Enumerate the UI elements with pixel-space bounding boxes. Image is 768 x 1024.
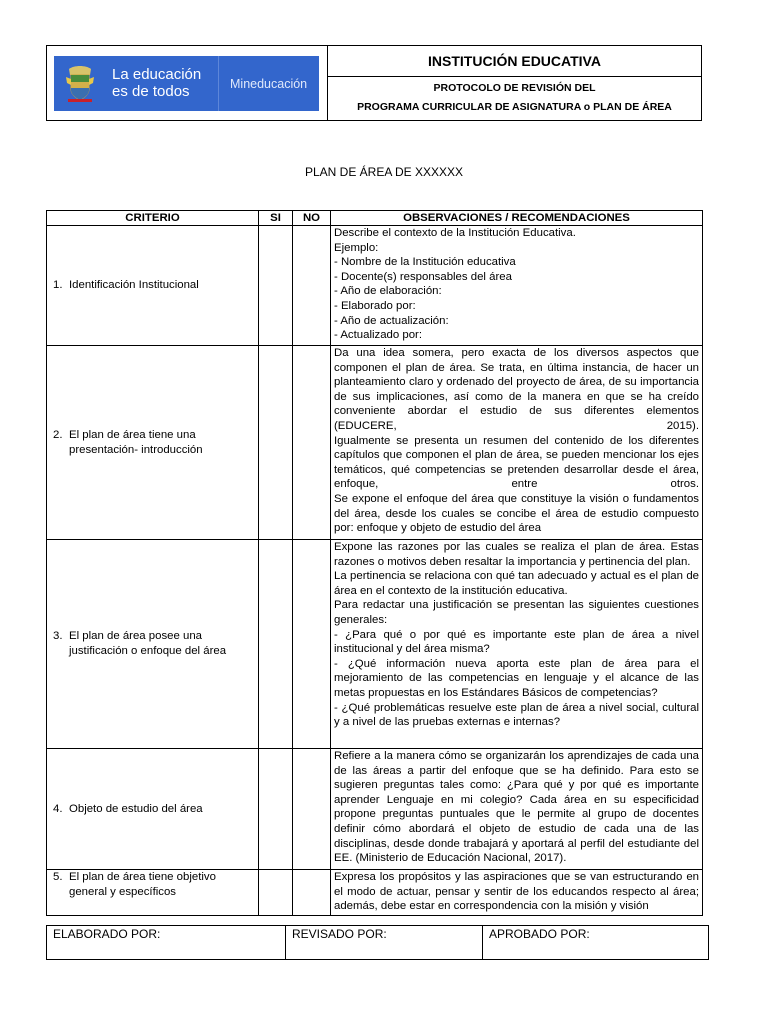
aprobado-por-field[interactable]: APROBADO POR:: [483, 926, 709, 960]
criterion-text: presentación- introducción: [69, 443, 203, 456]
no-checkbox[interactable]: [293, 226, 331, 346]
no-checkbox[interactable]: [293, 749, 331, 870]
criterion-cell: [47, 870, 259, 916]
criterion-number: 1.: [53, 279, 63, 292]
revisado-por-field[interactable]: REVISADO POR:: [286, 926, 483, 960]
si-checkbox[interactable]: [259, 226, 293, 346]
signature-table: [46, 925, 709, 960]
elaborado-por-field[interactable]: ELABORADO POR:: [47, 926, 286, 960]
observation-paragraph: Expone las razones por las cuales se realiza el plan de área. Estas razones o motivos deben resaltar la importancia y pertinencia del plan.: [334, 541, 699, 568]
table-row: [47, 226, 703, 346]
protocol-subtitle: PROTOCOLO DE REVISIÓN DEL: [433, 82, 596, 94]
criterion-cell: [47, 749, 259, 870]
criterion-text: Identificación Institucional: [69, 279, 199, 292]
observation-line: - Año de elaboración:: [334, 285, 442, 298]
criterion-number: 5.: [53, 871, 63, 883]
logo-divider: [218, 56, 219, 111]
criterion-text: justificación o enfoque del área: [69, 645, 227, 657]
col-criterio: CRITERIO: [47, 211, 259, 226]
criterion-cell: [47, 346, 259, 540]
observation-line: - Año de actualización:: [334, 314, 449, 327]
colombia-coat-of-arms-icon: [66, 63, 94, 103]
table-row: [47, 346, 703, 540]
logo-line-2: es de todos: [112, 83, 190, 100]
observation-paragraph: Da una idea somera, pero exacta de los diversos aspectos que componen el plan de área. Se trata, en última instancia, de hacer un planteamiento claro y ordenado del proyecto de área, de su importancia de sus implicaciones, así como de la manera en que se ha creído conveniente abordar el estudio de sus diferentes elementos (EDUCERE, 2015).: [334, 347, 699, 432]
no-checkbox[interactable]: [293, 870, 331, 916]
criterion-text: El plan de área posee una: [69, 630, 202, 643]
criterion-number: 4.: [53, 802, 63, 815]
si-checkbox[interactable]: [259, 870, 293, 916]
si-checkbox[interactable]: [259, 346, 293, 540]
observations-cell: [331, 226, 703, 346]
observation-paragraph: - ¿Qué información nueva aporta este plan de área para el mejoramiento de las competencias en lenguaje y el alcance de las metas propuestas en los Estándares Básicos de competencias?: [334, 657, 699, 699]
document-header: [46, 45, 702, 121]
criterion-text: El plan de área tiene objetivo: [69, 871, 216, 883]
table-row: [47, 870, 703, 916]
table-row: [47, 540, 703, 749]
mineducacion-logo: [54, 56, 319, 111]
observation-paragraph: Expresa los propósitos y las aspiraciones que se van estructurando en el modo de actuar, pensar y sentir de los educandos respecto al área; además, debe estar en correspondencia con la misión y visión: [334, 871, 699, 913]
observation-line: Ejemplo:: [334, 241, 379, 254]
table-header-row: [47, 211, 703, 226]
table-row: [47, 749, 703, 870]
criterion-cell: [47, 226, 259, 346]
plan-title: PLAN DE ÁREA DE XXXXXX: [304, 165, 464, 179]
col-observaciones: OBSERVACIONES / RECOMENDACIONES: [331, 211, 703, 226]
si-checkbox[interactable]: [259, 749, 293, 870]
observation-line: - Actualizado por:: [334, 329, 423, 342]
criterion-text: general y específicos: [69, 885, 177, 898]
criteria-table: [46, 210, 703, 916]
observations-cell: [331, 749, 703, 870]
observation-paragraph: Refiere a la manera cómo se organizarán los aprendizajes de cada una de las áreas a partir del enfoque que se ha definido. Para esto se sugieren preguntas tales como: ¿Para qué y por qué es importante aprender Lenguaje en mi colegio? Cada área en su especificidad propone preguntas puntuales que le permite al grupo de docentes definir cómo abordará el objeto de estudio de cada una de las disciplinas, desde donde trabajará y aportará al perfil del estudiante del EE. (Ministerio de Educación Nacional, 2017).: [334, 750, 699, 865]
criterion-text: Objeto de estudio del área: [69, 802, 203, 815]
observation-paragraph: Igualmente se presenta un resumen del contenido de los diferentes capítulos que componen el plan de área, se pueden mencionar los ejes temáticos, qué competencias se pretenden desarrollar desde el área, enfoque, entre otros.: [334, 434, 699, 491]
observations-cell: [331, 540, 703, 749]
program-subtitle: PROGRAMA CURRICULAR DE ASIGNATURA o PLAN DE ÁREA: [357, 101, 672, 113]
logo-cell: [47, 46, 328, 120]
criterion-number: 3.: [53, 630, 63, 643]
institution-title: INSTITUCIÓN EDUCATIVA: [328, 46, 701, 77]
observation-paragraph: Se expone el enfoque del área que constituye la visión o fundamentos del área, desde los cuales se concibe el área de estudio compuesto por: enfoque y objeto de estudio del área: [334, 492, 699, 535]
no-checkbox[interactable]: [293, 346, 331, 540]
si-checkbox[interactable]: [259, 540, 293, 749]
no-checkbox[interactable]: [293, 540, 331, 749]
criterion-cell: [47, 540, 259, 749]
observation-line: - Docente(s) responsables del área: [334, 270, 512, 283]
observation-paragraph: - ¿Qué problemáticas resuelve este plan de área a nivel social, cultural y a nivel de las pruebas externas e internas?: [334, 701, 699, 729]
logo-line-1: La educación: [112, 66, 202, 83]
criterion-text: El plan de área tiene una: [69, 428, 196, 441]
observations-cell: [331, 870, 703, 916]
signature-row: [47, 926, 709, 960]
observation-paragraph: La pertinencia se relaciona con qué tan adecuado y actual es el plan de área en el contexto de la institución educativa.: [334, 570, 699, 597]
col-no: NO: [293, 211, 331, 226]
observation-line: - Nombre de la Institución educativa: [334, 256, 516, 269]
col-si: SI: [259, 211, 293, 226]
observation-line: - Elaborado por:: [334, 299, 416, 312]
observation-line: Describe el contexto de la Institución Educativa.: [334, 227, 576, 239]
observations-cell: [331, 346, 703, 540]
criterion-number: 2.: [53, 428, 63, 441]
observation-paragraph: - ¿Para qué o por qué es importante este plan de área a nivel institucional y del área misma?: [334, 628, 699, 656]
logo-brand: Mineducación: [230, 77, 308, 91]
observation-paragraph: Para redactar una justificación se presentan las siguientes cuestiones generales:: [334, 599, 699, 626]
